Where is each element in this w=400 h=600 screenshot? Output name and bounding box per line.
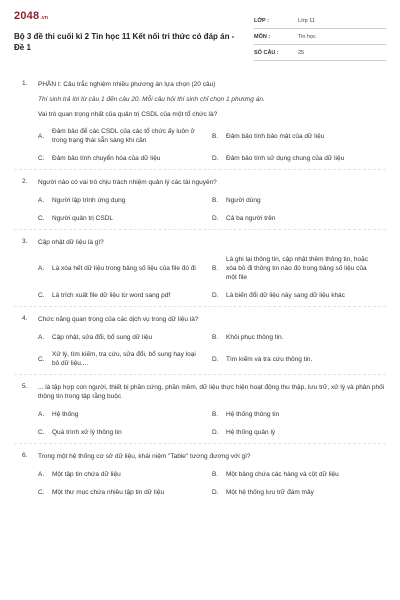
option-c[interactable]: C. Người quản trị CSDL	[38, 214, 113, 222]
question-text: Người nào có vai trò chịu trách nhiệm quản lý các tài nguyên?	[38, 179, 217, 186]
option-a[interactable]: A. Hệ thống	[38, 410, 79, 418]
option-a[interactable]: A. Đảm bảo để các CSDL của các tổ chức ấy luôn ở trong trạng thái sẵn sàng khi cần	[38, 128, 195, 144]
option-d[interactable]: D. Một hệ thống lưu trữ đám mây	[212, 488, 314, 496]
question-5	[14, 374, 386, 443]
option-b[interactable]: B. Khôi phục thông tin.	[212, 333, 284, 341]
option-b[interactable]: B. Là ghi lại thông tin, cập nhật thêm thông tin, hoặc xóa bỏ đi thông tin nào đó trong bảng số liệu của một file	[212, 256, 369, 281]
question-6	[14, 443, 386, 503]
option-d[interactable]: D. Đảm bảo tính sử dụng chung của dữ liệu	[212, 154, 345, 162]
answer-options	[38, 332, 386, 368]
option-c[interactable]: C. Quá trình xử lý thông tin	[38, 428, 122, 436]
option-c[interactable]: C. Là trích xuất file dữ liệu từ word sang pdf	[38, 291, 171, 299]
meta-row-subject: MÔN : Tin học	[254, 32, 386, 45]
question-4	[14, 306, 386, 374]
question-text: Vai trò quan trọng nhất của quản trị CSDL của một tổ chức là?	[38, 111, 218, 118]
section-instruction: Thí sinh trả lời từ câu 1 đến câu 20. Mỗi câu hỏi thí sinh chỉ chọn 1 phương án.	[38, 96, 265, 103]
question-1	[14, 74, 386, 169]
option-c[interactable]: C. Đảm bảo tính chuyển hóa của dữ liệu	[38, 154, 161, 162]
answer-options	[38, 409, 386, 437]
meta-row-question-count: SỐ CÂU : 25	[254, 48, 386, 61]
option-d[interactable]: D. Hệ thống quản lý	[212, 428, 276, 436]
answer-options	[38, 469, 386, 497]
question-number: 1.	[22, 80, 28, 87]
question-3	[14, 229, 386, 306]
option-b[interactable]: B. Đảm bảo tính bảo mật của dữ liệu	[212, 132, 325, 140]
question-text: Chức năng quan trọng của các dịch vụ trong dữ liệu là?	[38, 316, 199, 323]
option-b[interactable]: B. Một bảng chứa các hàng và cột dữ liệu	[212, 470, 339, 478]
option-a[interactable]: A. Một tập tin chứa dữ liệu	[38, 470, 121, 478]
question-number: 6.	[22, 452, 28, 459]
option-a[interactable]: A. Cập nhật, sửa đổi, bổ sung dữ liệu	[38, 333, 153, 341]
option-a[interactable]: A. Người lập trình ứng dụng	[38, 196, 126, 204]
option-b[interactable]: B. Hệ thống thông tin	[212, 410, 280, 418]
question-2	[14, 169, 386, 229]
exam-meta	[254, 16, 386, 64]
option-d[interactable]: D. Cả ba người trên	[212, 214, 276, 222]
option-c[interactable]: C. Một thư mục chứa nhiều tập tin dữ liệu	[38, 488, 165, 496]
question-number: 3.	[22, 238, 28, 245]
question-number: 5.	[22, 383, 28, 390]
meta-row-class: LỚP : Lớp 11	[254, 16, 386, 29]
option-a[interactable]: A. Là xóa hết dữ liệu trong bảng số liệu của file đó đi	[38, 265, 196, 272]
answer-options	[38, 195, 386, 223]
question-list	[14, 74, 386, 503]
option-c[interactable]: C. Xử lý, tìm kiếm, tra cứu, sửa đổi, bổ sung hay loại bỏ dữ liệu....	[38, 351, 196, 367]
option-b[interactable]: B. Người dùng	[212, 196, 261, 204]
question-text: Cập nhật dữ liệu là gì?	[38, 239, 104, 246]
section-heading: PHẦN I: Câu trắc nghiệm nhiều phương án lựa chọn (20 câu)	[38, 81, 216, 88]
document-title: Bộ 3 đề thi cuối kì 2 Tin học 11 Kết nối tri thức có đáp án - Đề 1	[14, 32, 235, 52]
page-header	[14, 10, 386, 60]
answer-options	[38, 255, 386, 300]
question-text: Trong một hệ thống cơ sở dữ liệu, khái niệm "Table" tương đương với gì?	[38, 453, 251, 460]
answer-options	[38, 127, 386, 163]
option-d[interactable]: D. Là biến đổi dữ liệu này sang dữ liệu khác	[212, 291, 345, 299]
question-text: ... là tập hợp con người, thiết bị phần cứng, phần mềm, dữ liệu thực hiện hoạt động thu thập, lưu trữ, xử lý và phân phối thông tin trong tập rằng buộc	[38, 384, 385, 400]
option-d[interactable]: D. Tìm kiếm và tra cứu thông tin.	[212, 355, 313, 363]
question-number: 2.	[22, 178, 28, 185]
question-number: 4.	[22, 315, 28, 322]
site-logo[interactable]: 2048.vn	[14, 10, 49, 22]
